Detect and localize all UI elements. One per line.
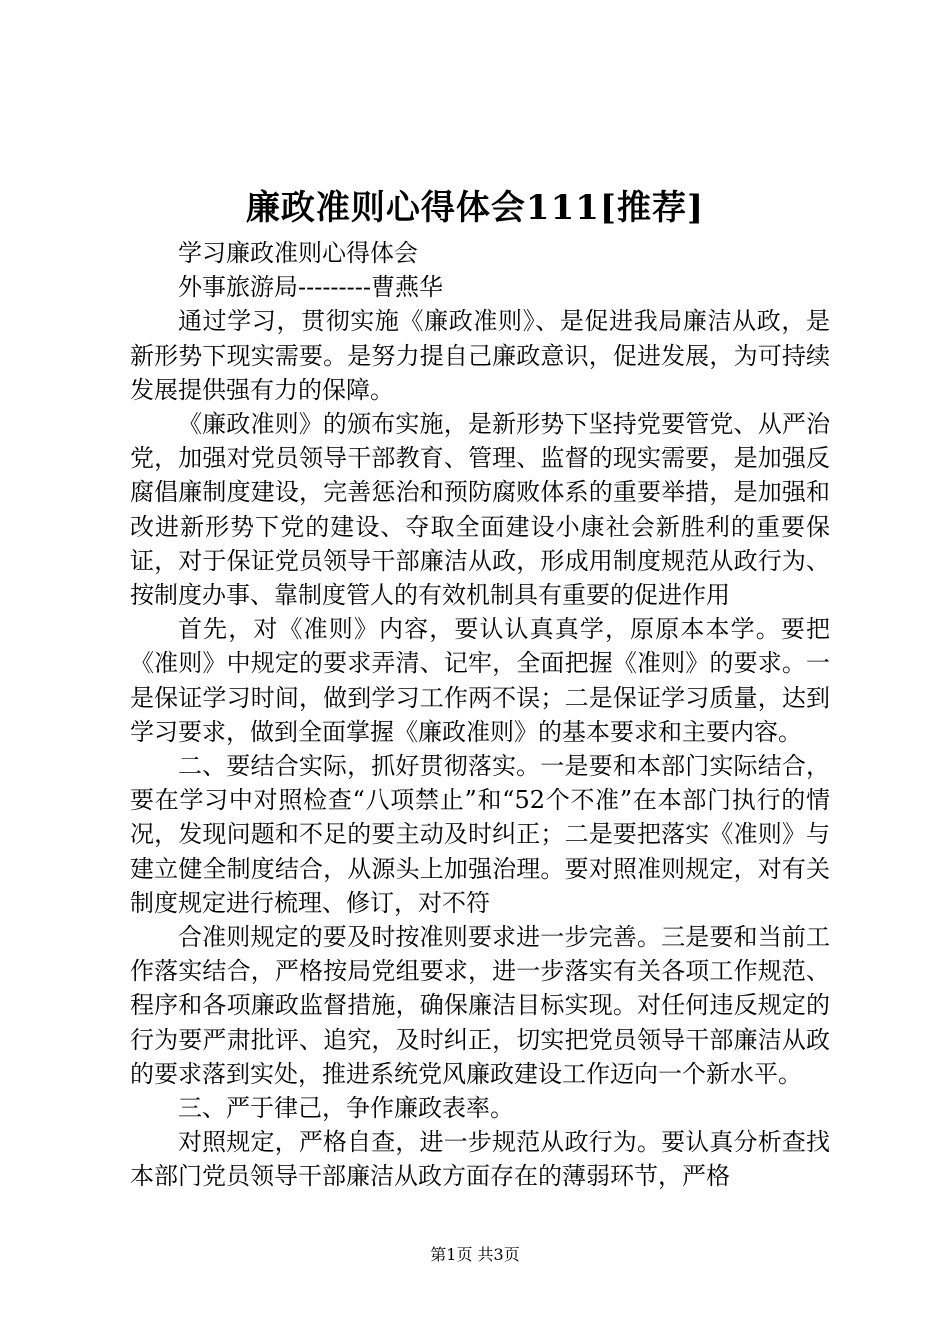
paragraph-author: 外事旅游局---------曹燕华: [178, 273, 443, 302]
document-body: [130, 236, 830, 1194]
paragraph-heading: 三、严于律己，争作廉政表率。: [178, 1094, 514, 1123]
paragraph: 《廉政准则》的颁布实施，是新形势下坚持党要管党、从严治党，加强对党员领导干部教育、管理、监督的现实需要，是加强反腐倡廉制度建设，完善惩治和预防腐败体系的重要举措，是加强和改进新形势下党的建设、夺取全面建设小康社会新胜利的重要保证，对于保证党员领导干部廉洁从政，形成用制度规范从政行为、按制度办事、靠制度管人的有效机制具有重要的促进作用: [130, 410, 830, 610]
paragraph: 通过学习，贯彻实施《廉政准则》、是促进我局廉洁从政，是新形势下现实需要。是努力提自己廉政意识，促进发展，为可持续发展提供强有力的保障。: [130, 307, 830, 404]
paragraph-subtitle: 学习廉政准则心得体会: [178, 239, 418, 267]
paragraph: 首先，对《准则》内容，要认认真真学，原原本本学。要把《准则》中规定的要求弄清、记牢，全面把握《准则》的要求。一是保证学习时间，做到学习工作两不误；二是保证学习质量，达到学习要求，做到全面掌握《廉政准则》的基本要求和主要内容。: [130, 615, 830, 746]
paragraph: 合准则规定的要及时按准则要求进一步完善。三是要和当前工作落实结合，严格按局党组要求，进一步落实有关各项工作规范、程序和各项廉政监督措施，确保廉洁目标实现。对任何违反规定的行为要严肃批评、追究，及时纠正，切实把党员领导干部廉洁从政的要求落到实处，推进系统党风廉政建设工作迈向一个新水平。: [130, 923, 830, 1088]
paragraph: 二、要结合实际，抓好贯彻落实。一是要和本部门实际结合，要在学习中对照检查“八项禁止”和“52个不准”在本部门执行的情况，发现问题和不足的要主动及时纠正；二是要把落实《准则》与建立健全制度结合，从源头上加强治理。要对照准则规定，对有关制度规定进行梳理、修订，对不符: [130, 752, 830, 917]
paragraph: 对照规定，严格自查，进一步规范从政行为。要认真分析查找本部门党员领导干部廉洁从政方面存在的薄弱环节，严格: [130, 1128, 830, 1191]
page-number-footer: 第1页 共3页: [430, 1245, 520, 1264]
document-title: 廉政准则心得体会111[推荐]: [245, 188, 705, 228]
